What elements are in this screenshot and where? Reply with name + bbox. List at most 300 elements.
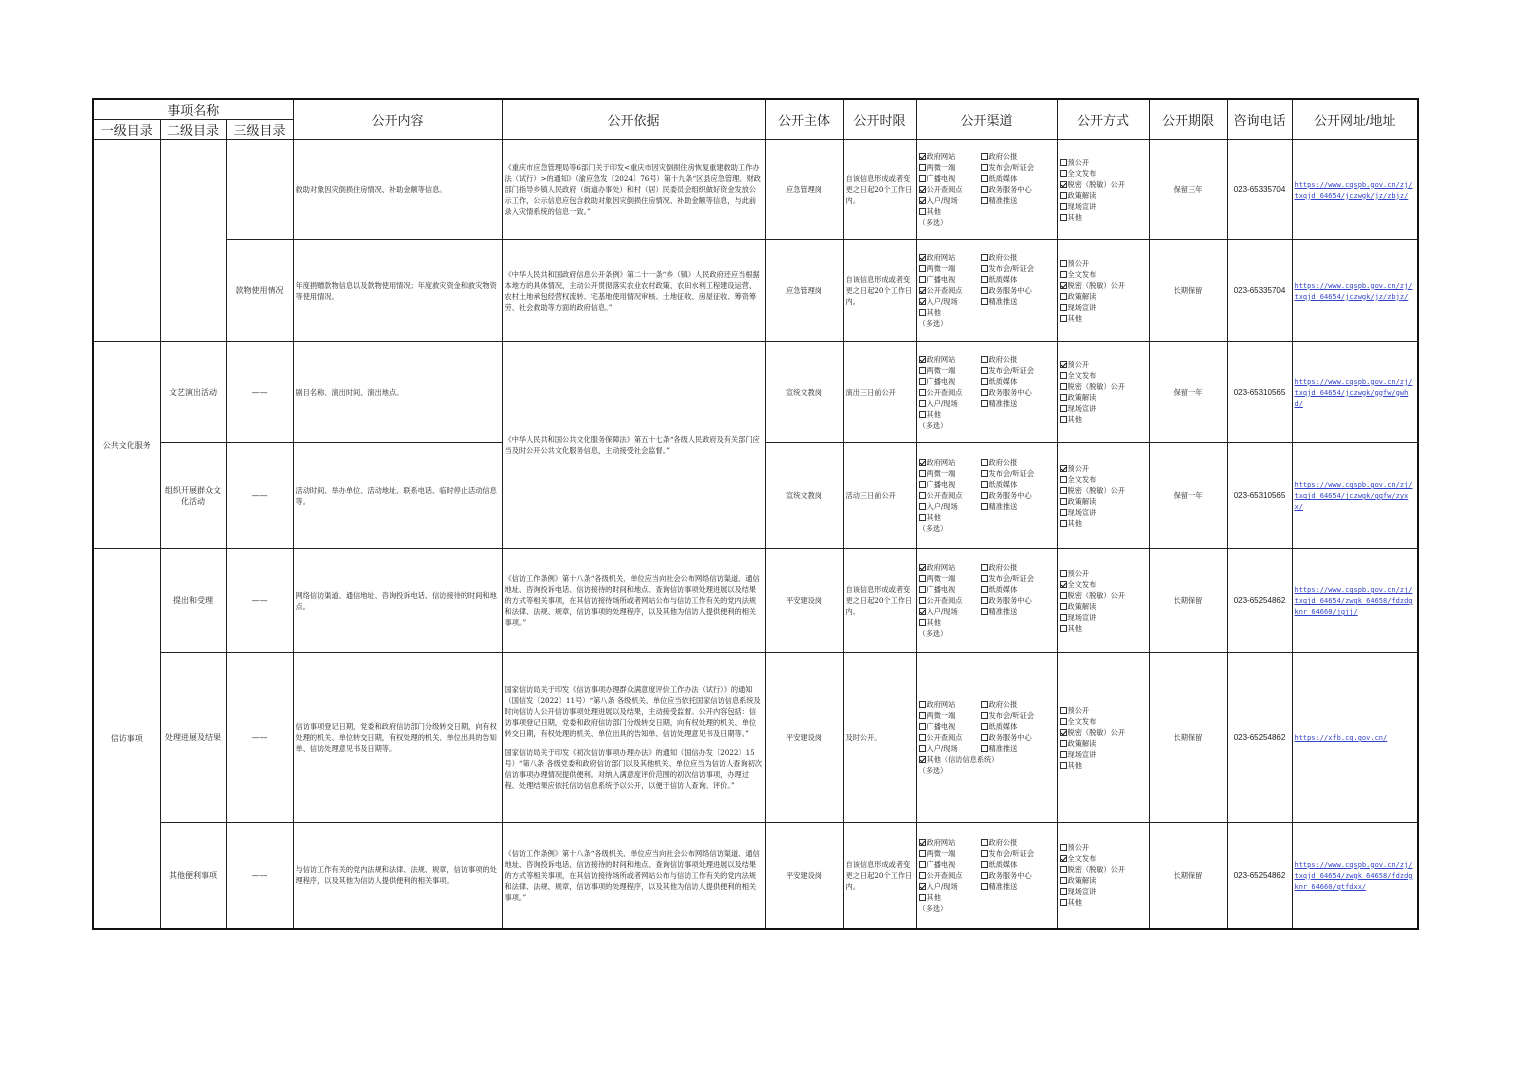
period-cell: 长期保留 (1149, 240, 1227, 342)
method-option (1060, 853, 1147, 864)
channel-option (981, 365, 1035, 376)
channel-option-item (981, 387, 1032, 398)
method-option-item (1060, 497, 1097, 506)
method-option-item (1060, 202, 1097, 211)
checkbox-icon (919, 265, 926, 272)
checkbox-label: 发布会/听证会 (988, 574, 1035, 583)
table-row (93, 240, 1418, 342)
checkbox-icon (919, 608, 926, 615)
method-cell (1057, 653, 1149, 823)
channel-option (919, 617, 981, 628)
checkbox-icon (981, 186, 988, 193)
checkbox-icon (919, 254, 926, 261)
checkbox-icon (1060, 170, 1067, 177)
basis-paragraph: 《中华人民共和国公共文化服务保障法》第五十七条“各级人民政府及有关部门应当及时公开公共文化服务信息，主动接受社会监督。” (504, 435, 760, 455)
checkbox-icon (919, 734, 926, 741)
checkbox-label: 其他 (1067, 415, 1082, 424)
checkbox-label: 入户/现场 (926, 502, 958, 511)
basis-paragraph: 国家信访局关于印发《信访事项办理群众满意度评价工作办法（试行）》的通知（国信发〔2022〕11号）“第八条 各级机关、单位应当依托国家信访信息系统及时向信访人公开信访事项处理进展以及结果，主动接受监督。公开内容包括：信访事项登记日期，党委和政府信访部门分级转交日期，向有权处理的机关、单位转交日期，有权处理的机关、单位出具的告知单、信访处理意见书及日期等。” (504, 685, 761, 738)
method-option (1060, 313, 1147, 324)
channel-option (919, 354, 981, 365)
checkbox-icon (1060, 192, 1067, 199)
method-option-item (1060, 508, 1097, 517)
channel-option-item (981, 573, 1035, 584)
checkbox-icon (1060, 159, 1067, 166)
checkbox-icon (919, 872, 926, 879)
header-item-name: 事项名称 (93, 99, 293, 120)
method-option (1060, 414, 1147, 425)
checkbox-label: 政策解读 (1067, 291, 1097, 301)
subject-cell: 平安建设岗 (765, 653, 843, 823)
checkbox-label: 公开查阅点 (926, 185, 963, 194)
channel-row (919, 398, 1055, 409)
method-option-item (1060, 591, 1126, 600)
method-option-item (1060, 728, 1126, 737)
channel-cell (916, 653, 1057, 823)
content-cell: 活动时间、举办单位、活动地址、联系电话、临时停止活动信息等。 (293, 443, 502, 549)
basis-cell (502, 823, 765, 929)
channel-option-item (981, 274, 1018, 285)
channel-option (919, 573, 981, 584)
method-option-item (1060, 314, 1082, 323)
checkbox-label: 其他 (1067, 760, 1082, 770)
time-limit-cell: 自该信息形成或者变更之日起20个工作日内。 (843, 823, 916, 929)
channel-option-item (981, 743, 1018, 754)
checkbox-icon (919, 850, 926, 857)
checkbox-icon (981, 564, 988, 571)
url-link[interactable]: https://www.cqspb.gov.cn/zj/txqjd_64654/jczwgk/jz/zbjz/ (1294, 281, 1413, 301)
channel-row (919, 285, 1055, 296)
channel-option-item (919, 263, 956, 274)
channel-row (919, 848, 1055, 859)
channel-option-item (981, 848, 1035, 859)
level3-cell: —— (226, 549, 293, 653)
checkbox-icon (919, 619, 926, 626)
checkbox-label: 两微一端 (926, 711, 956, 720)
checkbox-label: 精准推送 (988, 744, 1018, 753)
method-option (1060, 179, 1147, 190)
checkbox-icon (981, 872, 988, 879)
channel-row (919, 710, 1055, 721)
channel-row (919, 617, 1055, 628)
channel-option (919, 387, 981, 398)
checkbox-label: 发布会/听证会 (988, 264, 1035, 273)
checkbox-icon (981, 723, 988, 730)
basis-cell (502, 140, 765, 240)
channel-option (981, 859, 1018, 870)
channel-option (919, 490, 981, 501)
channel-option-item (919, 892, 941, 903)
checkbox-icon (919, 575, 926, 582)
channel-option-item (981, 296, 1018, 307)
channel-option (981, 699, 1018, 710)
basis-cell (502, 549, 765, 653)
channel-option-item (919, 562, 956, 573)
channel-option-item (981, 173, 1018, 184)
method-option (1060, 760, 1147, 771)
method-option (1060, 258, 1147, 269)
checkbox-label: 政府网站 (926, 152, 956, 161)
checkbox-icon (1060, 405, 1067, 412)
channel-option (981, 870, 1032, 881)
checkbox-icon (1060, 751, 1067, 758)
checkbox-icon (981, 883, 988, 890)
channel-row (919, 870, 1055, 881)
url-link[interactable]: https://www.cqspb.gov.cn/zj/txqjd_64654/zwgk_64658/fdzdgknr_64660/qtfdxx/ (1294, 860, 1413, 891)
channel-row (919, 754, 1055, 765)
header-content: 公开内容 (293, 99, 502, 140)
channel-option (919, 584, 981, 595)
method-option (1060, 485, 1147, 496)
checkbox-icon (1060, 315, 1067, 322)
channel-row (919, 376, 1055, 387)
channel-option (981, 606, 1018, 617)
channel-row (919, 699, 1055, 710)
checkbox-label: 现场宣讲 (1067, 507, 1097, 517)
channel-option-item: （多选） (918, 766, 948, 775)
checkbox-icon (981, 378, 988, 385)
checkbox-icon (919, 894, 926, 901)
checkbox-icon (981, 265, 988, 272)
method-option-item (1060, 259, 1090, 268)
checkbox-icon (1060, 372, 1067, 379)
channel-row (919, 365, 1055, 376)
checkbox-icon (919, 186, 926, 193)
channel-option (981, 710, 1035, 721)
level1-cell (93, 140, 160, 342)
channel-option-item (981, 479, 1018, 490)
checkbox-label: 纸质媒体 (988, 859, 1018, 869)
method-option (1060, 168, 1147, 179)
channel-cell (916, 342, 1057, 443)
channel-option (981, 457, 1018, 468)
channel-option (919, 162, 981, 173)
method-option-item (1060, 191, 1097, 200)
checkbox-label: 政府公报 (988, 354, 1018, 364)
checkbox-label: 政务服务中心 (988, 870, 1032, 880)
checkbox-label: 纸质媒体 (988, 275, 1018, 284)
checkbox-icon (1060, 729, 1067, 736)
time-limit-cell: 自该信息形成或者变更之日起20个工作日内。 (843, 240, 916, 342)
channel-option (919, 307, 981, 318)
url-link[interactable]: https://www.cqspb.gov.cn/zj/txqjd_64654/jczwgk/jz/zbjz/ (1294, 180, 1413, 200)
level3-cell: —— (226, 342, 293, 443)
method-option (1060, 568, 1147, 579)
channel-option-item (919, 274, 956, 285)
channel-row (919, 606, 1055, 617)
channel-option (919, 848, 981, 859)
checkbox-label: 政府公报 (988, 700, 1018, 709)
channel-row (919, 562, 1055, 573)
channel-option-item: （多选） (918, 218, 948, 227)
channel-option (981, 584, 1018, 595)
checkbox-label: 政府公报 (988, 253, 1018, 262)
checkbox-label: 发布会/听证会 (988, 848, 1035, 858)
checkbox-icon (1060, 866, 1067, 873)
checkbox-icon (1060, 271, 1067, 278)
content-cell: 年度捐赠款物信息以及款物使用情况；年度救灾资金和救灾物资等使用情况。 (293, 240, 502, 342)
channel-row (919, 457, 1055, 468)
header-method: 公开方式 (1057, 99, 1149, 140)
channel-option-item (919, 206, 941, 217)
channel-row (919, 903, 1055, 914)
channel-row (919, 732, 1055, 743)
channel-option-item (981, 584, 1018, 595)
method-option (1060, 496, 1147, 507)
channel-option (919, 595, 981, 606)
checkbox-label: 政策解读 (1067, 393, 1097, 402)
method-option-item (1060, 169, 1097, 178)
period-cell: 保留一年 (1149, 443, 1227, 549)
checkbox-label: 政策解读 (1067, 601, 1097, 611)
channel-option-item: （多选） (918, 524, 948, 533)
channel-row (919, 420, 1055, 431)
channel-option (981, 376, 1018, 387)
channel-option-item (981, 162, 1035, 173)
level3-cell: 款物使用情况 (226, 240, 293, 342)
method-option (1060, 392, 1147, 403)
url-link[interactable]: https://www.cqspb.gov.cn/zj/txqjd_64654/jczwgk/ggfw/zyxx/ (1294, 481, 1413, 511)
checkbox-label: 其他 (1067, 623, 1082, 633)
checkbox-label: 现场宣讲 (1067, 749, 1097, 759)
disclosure-table (92, 98, 1419, 930)
url-cell (1292, 240, 1418, 342)
checkbox-label: 现场宣讲 (1067, 887, 1097, 897)
basis-cell (502, 342, 765, 549)
channel-option-item (981, 501, 1018, 512)
checkbox-label: 脱密（脱敏）公开 (1067, 590, 1126, 600)
channel-option (919, 285, 981, 296)
level2-cell (160, 140, 226, 342)
period-cell: 长期保留 (1149, 653, 1227, 823)
checkbox-label: 其他 (1067, 898, 1082, 908)
method-cell (1057, 240, 1149, 342)
method-option (1060, 875, 1147, 886)
channel-option-item (919, 848, 956, 859)
channel-option (981, 468, 1035, 479)
checkbox-icon (919, 723, 926, 730)
url-link[interactable]: https://www.cqspb.gov.cn/zj/txqjd_64654/zwgk_64658/fdzdgknr_64660/jgjj/ (1294, 586, 1413, 616)
checkbox-label: 脱密（脱敏）公开 (1067, 727, 1126, 737)
channel-option-item (919, 409, 941, 420)
header-level1: 一级目录 (93, 120, 160, 140)
url-link[interactable]: https://www.cqspb.gov.cn/zj/txqjd_64654/jczwgk/ggfw/gwhd/ (1294, 377, 1413, 408)
channel-option (919, 409, 981, 420)
channel-option (919, 710, 981, 721)
checkbox-icon (1060, 520, 1067, 527)
url-cell (1292, 653, 1418, 823)
channel-option-item (981, 365, 1035, 376)
checkbox-icon (1060, 844, 1067, 851)
method-option-item (1060, 706, 1090, 715)
checkbox-icon (981, 298, 988, 305)
method-option-item (1060, 281, 1126, 290)
checkbox-icon (981, 175, 988, 182)
checkbox-icon (919, 276, 926, 283)
checkbox-label: 精准推送 (988, 297, 1018, 306)
checkbox-label: 全文发布 (1067, 579, 1097, 589)
channel-option-item (981, 721, 1018, 732)
checkbox-label: 脱密（脱敏）公开 (1067, 179, 1126, 189)
channel-option (919, 562, 981, 573)
checkbox-label: 政府网站 (926, 354, 956, 364)
content-cell: 救助对象因灾倒损住房情况、补助金额等信息。 (293, 140, 502, 240)
checkbox-icon (919, 400, 926, 407)
channel-option-item (919, 285, 963, 296)
checkbox-label: 政府网站 (926, 700, 956, 709)
checkbox-label: 政务服务中心 (988, 491, 1032, 500)
method-option (1060, 623, 1147, 634)
method-option-item (1060, 739, 1097, 748)
checkbox-label: 预公开 (1067, 258, 1090, 268)
channel-cell (916, 140, 1057, 240)
checkbox-label: 政策解读 (1067, 496, 1097, 506)
time-limit-cell: 自该信息形成或者变更之日起20个工作日内。 (843, 549, 916, 653)
channel-option-item (919, 376, 956, 387)
channel-option-item (981, 252, 1018, 263)
phone-cell: 023-65254862 (1227, 653, 1292, 823)
subject-cell: 平安建设岗 (765, 549, 843, 653)
url-link[interactable]: https://xfb.cq.gov.cn/ (1294, 734, 1388, 742)
subject-cell: 应急管理岗 (765, 140, 843, 240)
checkbox-icon (919, 309, 926, 316)
channel-option (981, 479, 1018, 490)
subject-cell: 平安建设岗 (765, 823, 843, 929)
method-option (1060, 886, 1147, 897)
checkbox-icon (1060, 581, 1067, 588)
checkbox-label: 政府网站 (926, 253, 956, 262)
channel-row (919, 490, 1055, 501)
checkbox-label: 入户/现场 (926, 398, 958, 408)
checkbox-icon (1060, 465, 1067, 472)
checkbox-label: 政务服务中心 (988, 596, 1032, 605)
phone-cell: 023-65310565 (1227, 342, 1292, 443)
channel-option (919, 859, 981, 870)
period-cell: 长期保留 (1149, 549, 1227, 653)
method-option-item (1060, 865, 1126, 874)
level1-cell: 公共文化服务 (93, 342, 160, 549)
header-subject: 公开主体 (765, 99, 843, 140)
method-option-item (1060, 613, 1097, 622)
checkbox-icon (981, 492, 988, 499)
url-cell (1292, 342, 1418, 443)
channel-row (919, 859, 1055, 870)
checkbox-icon (981, 503, 988, 510)
checkbox-icon (1060, 855, 1067, 862)
channel-option (919, 732, 981, 743)
level2-cell: 其他便利事项 (160, 823, 226, 929)
method-option (1060, 705, 1147, 716)
checkbox-label: 纸质媒体 (988, 376, 1018, 386)
checkbox-label: 现场宣讲 (1067, 201, 1097, 211)
checkbox-label: 政策解读 (1067, 190, 1097, 200)
checkbox-icon (919, 378, 926, 385)
checkbox-label: 其他 (926, 409, 941, 419)
time-limit-cell: 及时公开。 (843, 653, 916, 823)
channel-option (919, 892, 981, 903)
checkbox-icon (919, 564, 926, 571)
checkbox-icon (919, 287, 926, 294)
checkbox-icon (919, 208, 926, 215)
method-option-item (1060, 750, 1097, 759)
channel-row (919, 307, 1055, 318)
channel-option (981, 881, 1018, 892)
channel-option (981, 173, 1018, 184)
channel-row (919, 206, 1055, 217)
channel-cell (916, 443, 1057, 549)
checkbox-label: 其他 (926, 892, 941, 902)
method-option (1060, 897, 1147, 908)
channel-option-item (919, 754, 999, 765)
channel-option-item (981, 870, 1032, 881)
method-option (1060, 612, 1147, 623)
channel-row (919, 523, 1055, 534)
checkbox-icon (919, 597, 926, 604)
channel-option (919, 151, 981, 162)
checkbox-label: 精准推送 (988, 607, 1018, 616)
checkbox-label: 政府公报 (988, 563, 1018, 572)
method-cell (1057, 823, 1149, 929)
checkbox-label: 纸质媒体 (988, 722, 1018, 731)
method-option (1060, 749, 1147, 760)
channel-option (981, 490, 1032, 501)
level3-cell (226, 140, 293, 240)
channel-option-item (919, 501, 958, 512)
level2-cell: 组织开展群众文化活动 (160, 443, 226, 549)
checkbox-label: 公开查阅点 (926, 286, 963, 295)
method-option (1060, 518, 1147, 529)
phone-cell: 023-65335704 (1227, 240, 1292, 342)
checkbox-icon (981, 839, 988, 846)
checkbox-label: 精准推送 (988, 398, 1018, 408)
channel-option (919, 195, 981, 206)
channel-row (919, 195, 1055, 206)
checkbox-label: 公开查阅点 (926, 387, 963, 397)
checkbox-label: 两微一端 (926, 163, 956, 172)
channel-option-item (919, 354, 956, 365)
channel-option-item (981, 490, 1032, 501)
checkbox-label: 入户/现场 (926, 607, 958, 616)
channel-option (981, 398, 1018, 409)
channel-option-item (981, 195, 1018, 206)
checkbox-icon (919, 839, 926, 846)
checkbox-icon (1060, 877, 1067, 884)
channel-row (919, 892, 1055, 903)
channel-option (919, 398, 981, 409)
checkbox-icon (1060, 487, 1067, 494)
checkbox-icon (1060, 614, 1067, 621)
channel-option (981, 151, 1018, 162)
checkbox-label: 政务服务中心 (988, 185, 1032, 194)
checkbox-label: 广播电视 (926, 174, 956, 183)
header-time-limit: 公开时限 (843, 99, 916, 140)
channel-option (981, 721, 1018, 732)
header-basis: 公开依据 (502, 99, 765, 140)
checkbox-label: 预公开 (1067, 568, 1090, 578)
header-period: 公开期限 (1149, 99, 1227, 140)
channel-option-item (981, 263, 1035, 274)
method-option (1060, 601, 1147, 612)
channel-option (919, 263, 981, 274)
method-option (1060, 474, 1147, 485)
checkbox-label: 预公开 (1067, 843, 1090, 853)
basis-cell (502, 240, 765, 342)
time-limit-cell: 自该信息形成或者变更之日起20个工作日内。 (843, 140, 916, 240)
channel-option-item (981, 595, 1032, 606)
channel-option-item (919, 195, 958, 206)
channel-option-item (919, 365, 956, 376)
channel-option-item (981, 837, 1018, 848)
